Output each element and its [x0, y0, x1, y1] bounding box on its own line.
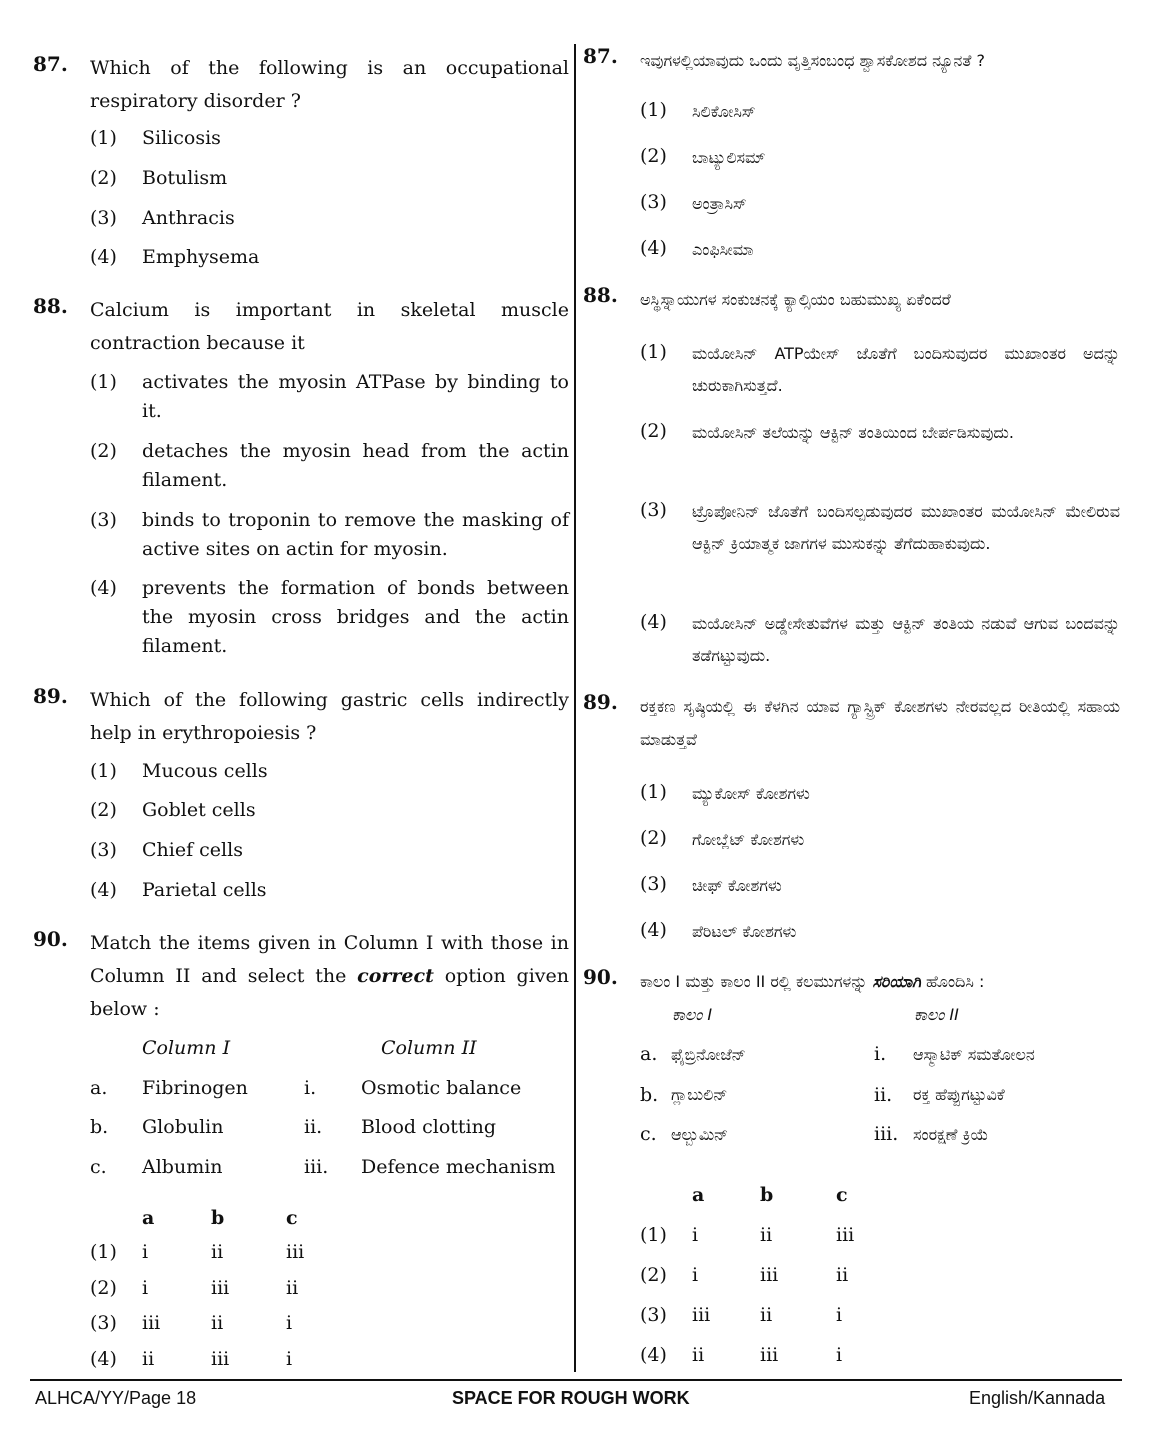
- question-text: Which of the following is an occupational respiratory disorder ?: [90, 57, 569, 112]
- row-roman: ii.: [874, 1084, 893, 1106]
- column-1-item: ಆಲ್ಬುಮಿನ್: [671, 1125, 729, 1144]
- column-divider: [574, 44, 576, 1372]
- column-1-header: ಕಾಲಂ I: [672, 1005, 713, 1024]
- column-1-item: Globulin: [142, 1116, 224, 1138]
- question-text: Which of the following gastric cells indirectly help in erythropoiesis ?: [90, 689, 569, 744]
- column-1-item: Albumin: [142, 1156, 223, 1178]
- question-number: 90.: [583, 965, 618, 989]
- question-text: Calcium is important in skeletal muscle contraction because it: [90, 299, 569, 354]
- question-text: ಇವುಗಳಲ್ಲಿಯಾವುದು ಒಂದು ವೃತ್ತಿಸಂಬಂಧ ಶ್ವಾಸಕೋಶದ ನ್ಯೂನತೆ ?: [640, 51, 986, 70]
- column-1-header: Column I: [142, 1037, 231, 1059]
- page-code: ALHCA/YY/Page 18: [35, 1388, 197, 1408]
- column-2-item: Defence mechanism: [361, 1156, 556, 1178]
- column-2-item: Blood clotting: [361, 1116, 497, 1138]
- question-number: 87.: [583, 44, 618, 68]
- language-label: English/Kannada: [969, 1388, 1106, 1408]
- question-text: Match the items given in Column I with those in Column II and select the correct option given below :: [90, 932, 569, 1020]
- answer-head-c: c: [286, 1207, 298, 1229]
- footer-rule: [30, 1379, 1122, 1381]
- row-roman: iii.: [304, 1156, 329, 1178]
- row-roman: ii.: [304, 1116, 323, 1138]
- answer-head-b: b: [211, 1207, 225, 1229]
- row-key: c.: [640, 1123, 657, 1145]
- row-key: c.: [90, 1156, 107, 1178]
- column-2-item: ಸಂರಕ್ಷಣೆ ಕ್ರಿಯೆ: [913, 1125, 989, 1144]
- answer-head-b: b: [760, 1184, 774, 1206]
- question-number: 87.: [33, 52, 68, 76]
- question-number: 88.: [33, 294, 68, 318]
- question-number: 88.: [583, 283, 618, 307]
- emphasis-correct: correct: [357, 965, 434, 987]
- column-2-item: ರಕ್ತ ಹೆಪ್ಪುಗಟ್ಟುವಿಕೆ: [913, 1085, 1005, 1104]
- question-text: ರಕ್ತಕಣ ಸೃಷ್ಠಿಯಲ್ಲಿ ಈ ಕೆಳಗಿನ ಯಾವ ಗ್ಯಾಸ್ಟ್ರಿಕ್ ಕೋಶಗಳು ನೇರವಲ್ಲದ ರೀತಿಯಲ್ಲಿ ಸಹಾಯ ಮಾಡುತ್ತವೆ: [640, 697, 1120, 749]
- rough-work-label: SPACE FOR ROUGH WORK: [452, 1388, 690, 1408]
- column-1-item: ಗ್ಲಾಬುಲಿನ್: [671, 1085, 728, 1104]
- row-roman: i.: [304, 1077, 317, 1099]
- question-text: ಕಾಲಂ I ಮತ್ತು ಕಾಲಂ II ರಲ್ಲಿ ಕಲಮುಗಳನ್ನು ಸರಿಯಾಗಿ ಹೊಂದಿಸಿ :: [640, 972, 985, 991]
- question-text: ಅಸ್ಥಿಸ್ನಾಯುಗಳ ಸಂಕುಚನಕ್ಕೆ ಕ್ಯಾಲ್ಸಿಯಂ ಬಹುಮುಖ್ಯ ಏಕೆಂದರೆ: [640, 290, 951, 309]
- column-1-item: ಫೈಬ್ರಿನೋಜೆನ್: [671, 1045, 746, 1064]
- row-roman: i.: [874, 1043, 887, 1065]
- answer-head-a: a: [142, 1207, 155, 1229]
- question-number: 90.: [33, 927, 68, 951]
- row-key: a.: [640, 1043, 658, 1065]
- column-2-item: ಆಸ್ಮಾಟಿಕ್ ಸಮತೋಲನ: [913, 1045, 1035, 1064]
- answer-head-c: c: [836, 1184, 848, 1206]
- answer-head-a: a: [692, 1184, 705, 1206]
- row-roman: iii.: [874, 1123, 899, 1145]
- column-2-item: Osmotic balance: [361, 1077, 522, 1099]
- column-2-header: ಕಾಲಂ II: [914, 1005, 959, 1024]
- row-key: a.: [90, 1077, 108, 1099]
- column-2-header: Column II: [381, 1037, 477, 1059]
- column-1-item: Fibrinogen: [142, 1077, 248, 1099]
- row-key: b.: [90, 1116, 109, 1138]
- row-key: b.: [640, 1084, 659, 1106]
- question-number: 89.: [583, 690, 618, 714]
- question-number: 89.: [33, 684, 68, 708]
- emphasis-correct: ಸರಿಯಾಗಿ: [872, 972, 921, 991]
